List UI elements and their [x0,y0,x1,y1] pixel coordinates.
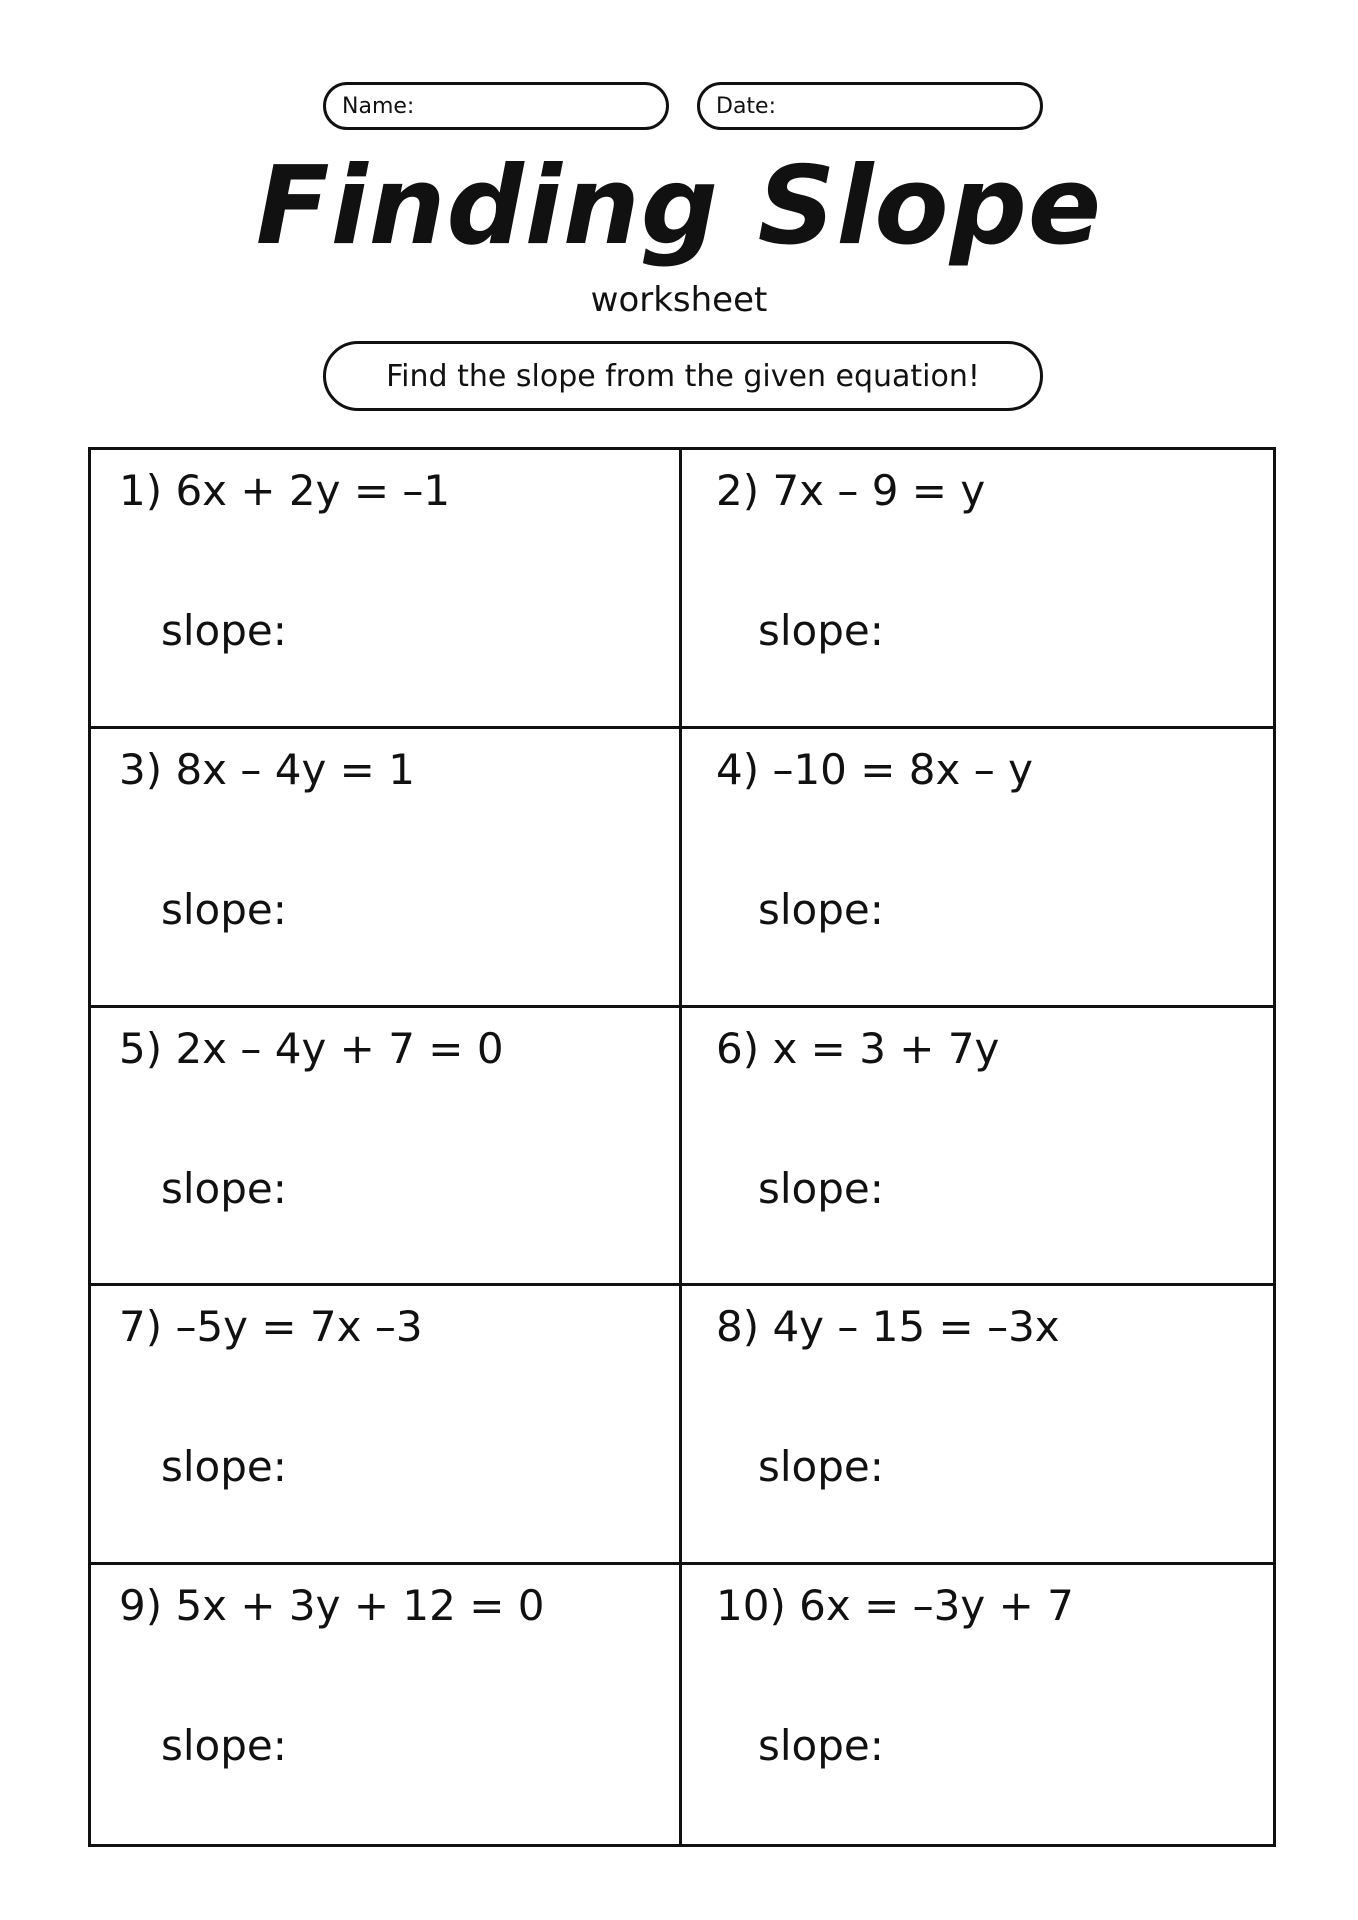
problem-cell-9[interactable] [91,1565,682,1844]
problem-cell-2[interactable] [682,450,1273,729]
instruction-box [323,341,1043,411]
slope-label: slope: [161,606,287,655]
problem-cell-7[interactable] [91,1286,682,1565]
problem-cell-3[interactable] [91,729,682,1008]
problem-cell-10[interactable] [682,1565,1273,1844]
slope-label: slope: [758,606,884,655]
problem-equation: 1) 6x + 2y = –1 [119,466,451,515]
slope-label: slope: [758,1163,884,1213]
slope-label: slope: [161,1442,287,1492]
name-label: Name: [342,93,415,119]
problem-equation: 4) –10 = 8x – y [716,744,1033,794]
slope-label: slope: [161,884,287,934]
problem-equation: 5) 2x – 4y + 7 = 0 [119,1023,504,1073]
problem-equation: 10) 6x = –3y + 7 [716,1581,1074,1631]
problem-grid [88,447,1276,1847]
slope-label: slope: [161,1163,287,1213]
problem-cell-8[interactable] [682,1286,1273,1565]
problem-cell-4[interactable] [682,729,1273,1008]
problem-cell-5[interactable] [91,1008,682,1287]
problem-equation: 9) 5x + 3y + 12 = 0 [119,1581,545,1631]
instruction-text: Find the slope from the given equation! [386,358,980,394]
problem-cell-1[interactable] [91,450,682,729]
problem-cell-6[interactable] [682,1008,1273,1287]
page-subtitle: worksheet [590,280,768,320]
slope-label: slope: [758,1442,884,1492]
slope-label: slope: [758,884,884,934]
problem-equation: 3) 8x – 4y = 1 [119,744,415,794]
problem-equation: 7) –5y = 7x –3 [119,1302,423,1352]
date-label: Date: [716,93,776,119]
problem-equation: 2) 7x – 9 = y [716,466,986,515]
problem-equation: 6) x = 3 + 7y [716,1023,1000,1073]
date-field[interactable] [697,82,1043,130]
slope-label: slope: [758,1721,884,1771]
page-title: Finding Slope [255,144,1103,269]
problem-equation: 8) 4y – 15 = –3x [716,1302,1060,1352]
slope-label: slope: [161,1721,287,1771]
name-field[interactable] [323,82,669,130]
